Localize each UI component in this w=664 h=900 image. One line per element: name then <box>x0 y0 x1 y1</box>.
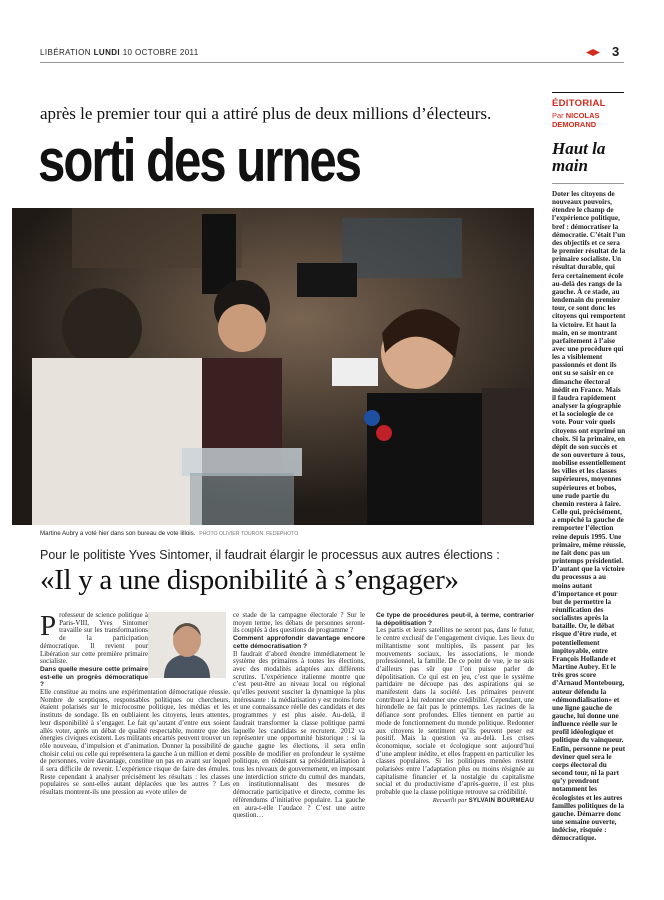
headline: sorti des urnes <box>38 127 360 194</box>
interview-column-2 <box>233 612 365 866</box>
caption-text: Martine Aubry a voté hier dans son bureau de vote lillois. <box>40 530 196 537</box>
editorial-byline <box>552 111 642 129</box>
page-header <box>40 48 199 57</box>
interview-column-3 <box>376 612 534 866</box>
answer-1: Elle constitue au moins une expérimentation démocratique réussie. Nombre de sceptiques, responsables politiques ou chercheurs, étaient polarisés sur le microcosme politique, les médias et les instituts de sondage. Ils en oubliaient les citoyens, leurs attentes, leur disponibilité à s’engager. Le fait qu’autant d’entre eux soient allés voter, après un débat de qualité respectable, montre que des énergies civiques existent. Les militants encartés peuvent trouver un rôle nouveau, d’impulsion et d’animation. Donner la possibilité de choisir celui ou celle qui représentera la gauche à un million et demi de personnes, voire davantage, constitue un pas en avant sur lequel il sera difficile de revenir. L’expérience risque de faire des émules. Reste cependant à analyser précisément les résultats : les classes populaires se sont-elles autant déplacées que les autres ? Les résultats montrent-ils une pression au «vote utile» de <box>40 688 230 797</box>
editorial-top-rule <box>552 92 624 93</box>
editorial-text: Doter les citoyens de nouveaux pouvoirs, étendre le champ de l’expérience politique, bref : démocratiser la démocratie. C’était l’un des objectifs et ce sera le premier résultat de la primaire socialiste. Un résultat durable, qui fera certainement école au-delà des rangs de la gauche. À ce stade, au lendemain du premier tour, ce sont donc les citoyens qui remportent la victoire. Et haut la main, en se montrant parfaitement à l’aise avec une procédure qui les a visiblement passionnés et dont ils ont su se saisir en ce dimanche électoral inédit en France. Mais il faudra rapidement analyser la géographie et la sociologie de ce vote. Pour voir quels citoyens ont exprimé un choix. Si la primaire, en dépit de son succès et de son ouverture à tous, mobilise essentiellement les villes et les classes supérieures, moyennes supérieures et bobos, une rude partie du chemin restera à faire. Celle qui, précisément, a empêché la gauche de remporter l’élection reine depuis 1995. Une primaire, même réussie, ne fait donc pas un printemps présidentiel. D’autant que la victoire du processus a au moins autant d’importance et pour but de permettre la réunification des socialistes après la bataille. Or, le débat risque d’être rude, et potentiellement impitoyable, entre François Hollande et Martine Aubry. Et le très gros score d’Arnaud Montebourg, auteur défendu la «démondialisation» et une ligne gauche de gauche, lui donne une influence réelle sur le profil idéologique et politique du vainqueur. Enfin, personne ne peut deviner quel sera le corps électoral du second tour, ni la part qu’y prendront notamment les écologistes et les autres familles politiques de la gauche. Démarre donc une semaine ouverte, indécise, risquée : démocratique. <box>552 190 626 843</box>
byline-prefix: Par <box>552 111 564 120</box>
interview-quote: «Il y a une disponibilité à s’engager» <box>40 564 459 596</box>
interview-intro: Pour le politiste Yves Sintomer, il faudrait élargir le processus aux autres élections : <box>40 548 500 562</box>
photo-caption <box>40 530 298 537</box>
signoff-prefix: Recueilli par <box>432 796 468 804</box>
question-3: Ce type de procédures peut-il, à terme, contrarier la dépolitisation ? <box>376 612 534 627</box>
question-2: Comment approfondir davantage encore cette démocratisation ? <box>233 635 365 650</box>
editorial-title: Haut la main <box>552 139 606 175</box>
answer-3: Les partis et leurs satellites ne seront pas, dans le futur, le centre exclusif de l’engagement civique. Les lieux du militantisme sont multiples, ils passent par les mouvements sociaux, les associations, le monde professionnel, la famille. De ce point de vue, je ne suis d’ailleurs pas sûr que l’on puisse parler de dépolitisation. Ce qui est en jeu, c’est que le système partidaire ne découpe pas des aspirations qui se manifestent dans la société. Les primaires peuvent contribuer à lui redonner une crédibilité. Cependant, une hirondelle ne fait pas le printemps. Les racines de la défiance sont profondes. Elles tiennent en partie au mode de fonctionnement du monde politique. Redonner aux citoyens le sentiment qu’ils peuvent peser est positif. Mais la question va au-delà. Les crises économique, sociale et écologique sont aujourd’hui d’une ampleur inédite, et elles frappent en particulier les classes populaires. Si les politiques menées restent polarisées entre l’adaptation plus ou moins résignée au capitalisme financier et la nostalgie du capitalisme social et du productivisme d’après-guerre, il est plus probable que la classe politique retrouve sa crédibilité. <box>376 626 534 797</box>
page-number: 3 <box>612 44 620 59</box>
paper-name: LIBÉRATION <box>40 48 91 57</box>
photo-credit: PHOTO OLIVIER TOURON. FEDEPHOTO <box>199 531 299 537</box>
interview-lead: rofesseur de science politique à Paris-VIII, Yves Sintomer travaille sur les transformations de la participation démocratique. Il revient pour Libération sur cette première primaire socialiste. <box>40 612 148 666</box>
interview-column-1 <box>40 612 230 866</box>
header-divider <box>40 62 624 63</box>
interview-signoff <box>376 797 534 806</box>
editorial-body <box>552 190 626 866</box>
headline-kicker: après le premier tour qui a attiré plus de deux millions d’électeurs. <box>40 104 492 123</box>
date-label: 10 OCTOBRE 2011 <box>122 48 199 57</box>
question-1: Dans quelle mesure cette primaire est-elle un progrès démocratique ? <box>40 665 148 689</box>
answer-1-cont: ce stade de la campagne électorale ? Sur le moyen terme, les débats de personnes seront-ils couplés à des questions de programme ? <box>233 612 365 635</box>
signoff-name: SYLVAIN BOURMEAU <box>468 797 534 804</box>
dropcap: P <box>40 612 57 642</box>
news-photo <box>12 208 534 525</box>
answer-2: Il faudrait d’abord étendre immédiatement le système des primaires à toutes les élections, avec des modalités adaptées aux différents scrutins. L’expérience italienne montre que c’est peut-être au niveau local ou régional qu’elles peuvent susciter la dynamique la plus intéressante : la médiatisation y est moins forte et une connaissance réelle des candidats et des programmes y est plus aisée. Au-delà, il faudrait transformer la classe politique parmi laquelle les candidats se recrutent. 2012 va représenter une opportunité historique : si la gauche gagne les élections, il sera enfin possible de modifier en profondeur le système politique, en réduisant sa présidentialisation à tous les niveaux de gouvernement, en imposant une interdiction stricte du cumul des mandats, en institutionnalisant des mesures de démocratie participative et directe, comme les référendums d’initiative populaire. La gauche en aura-t-elle l’audace ? C’est une autre question… <box>233 649 365 820</box>
editorial-divider <box>552 183 624 184</box>
diamond-icon <box>586 49 600 56</box>
day-label: LUNDI <box>93 48 121 57</box>
editorial-author: NICOLAS DEMORAND <box>552 111 600 129</box>
editorial-label: ÉDITORIAL <box>552 98 606 109</box>
